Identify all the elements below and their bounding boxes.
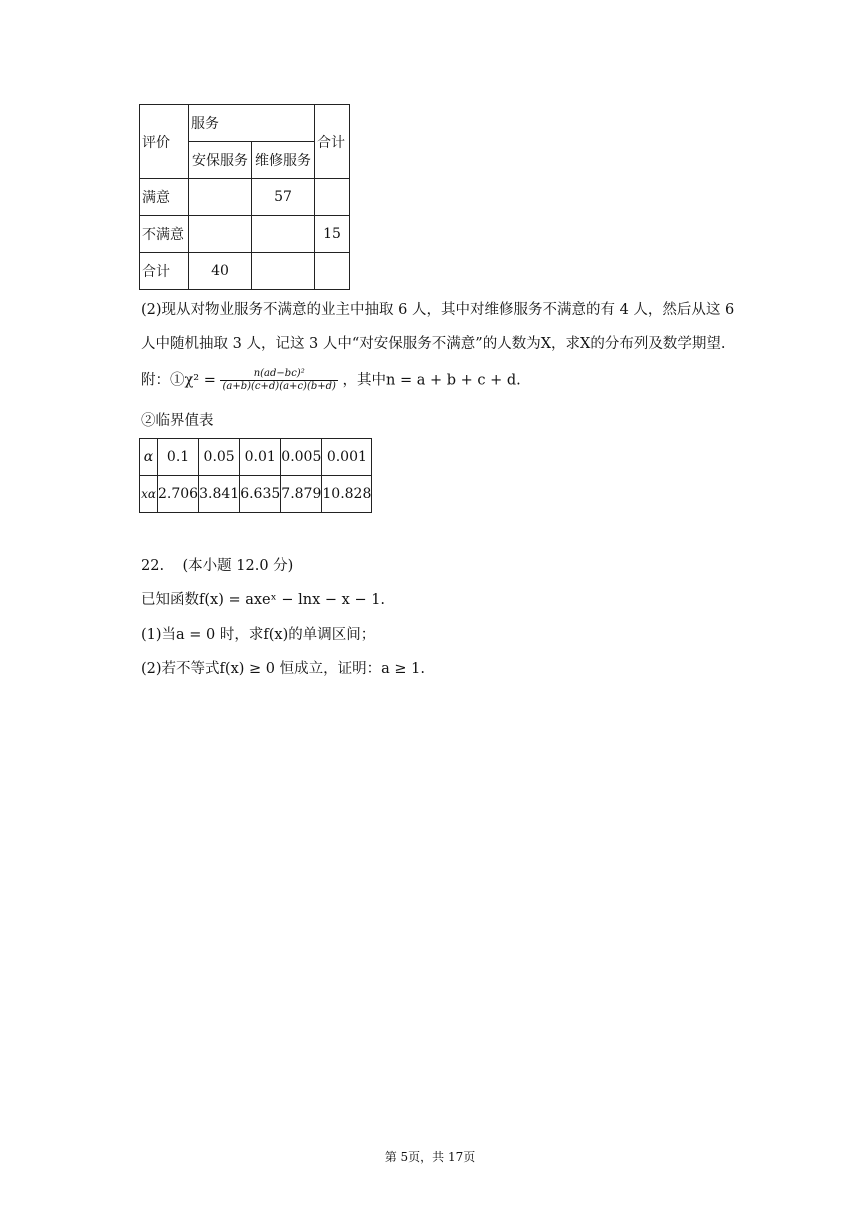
question-2-line-1: (2)现从对物业服务不满意的业主中抽取 6 人，其中对维修服务不满意的有 4 人，然后从这 6 [141, 302, 735, 318]
cell: 0.001 [322, 439, 372, 476]
cell [315, 179, 350, 216]
col-repair: 维修服务 [252, 142, 315, 179]
cell: 15 [315, 216, 350, 253]
fraction-denominator: (a+b)(c+d)(a+c)(b+d) [222, 381, 336, 392]
critical-table-title: ②临界值表 [141, 413, 214, 429]
cell [252, 216, 315, 253]
question-22-stem: 已知函数f(x) = axeˣ − lnx − x − 1. [141, 592, 386, 608]
critical-value-table [139, 438, 372, 513]
cell: 2.706 [158, 476, 199, 513]
cell: 3.841 [199, 476, 240, 513]
cell [252, 253, 315, 290]
cell: 7.879 [281, 476, 322, 513]
appendix-prefix: 附：①χ² = [141, 372, 216, 389]
contingency-table [139, 104, 350, 290]
table-row [140, 253, 350, 290]
col-security: 安保服务 [189, 142, 252, 179]
cell [189, 179, 252, 216]
cell [189, 216, 252, 253]
cell [315, 253, 350, 290]
chi-square-fraction [220, 368, 337, 393]
header-service: 服务 [189, 105, 315, 142]
cell: 0.005 [281, 439, 322, 476]
alpha-label: α [140, 439, 158, 476]
question-22-title: 22. (本小题 12.0 分) [141, 558, 294, 574]
table-row [140, 439, 372, 476]
header-total: 合计 [315, 105, 350, 179]
fraction-numerator: n(ad−bc)² [220, 368, 337, 381]
appendix-formula [141, 368, 521, 393]
cell: 0.01 [240, 439, 281, 476]
row-label: 不满意 [140, 216, 189, 253]
question-22-part-1: (1)当a = 0 时，求f(x)的单调区间； [141, 627, 376, 643]
table-row [140, 476, 372, 513]
cell: 0.05 [199, 439, 240, 476]
cell: 40 [189, 253, 252, 290]
page-footer: 第 5页，共 17页 [384, 1150, 476, 1164]
cell: 57 [252, 179, 315, 216]
cell: 0.1 [158, 439, 199, 476]
cell: 10.828 [322, 476, 372, 513]
question-22-part-2: (2)若不等式f(x) ≥ 0 恒成立，证明：a ≥ 1. [141, 661, 425, 677]
table-row [140, 179, 350, 216]
header-eval: 评价 [140, 105, 189, 179]
table-row [140, 216, 350, 253]
appendix-suffix: ，其中n = a + b + c + d. [342, 372, 521, 389]
x-alpha-label: xα [140, 476, 158, 513]
cell: 6.635 [240, 476, 281, 513]
row-label: 满意 [140, 179, 189, 216]
question-2-line-2: 人中随机抽取 3 人，记这 3 人中“对安保服务不满意”的人数为X，求X的分布列及数学期望. [141, 336, 726, 352]
row-label: 合计 [140, 253, 189, 290]
